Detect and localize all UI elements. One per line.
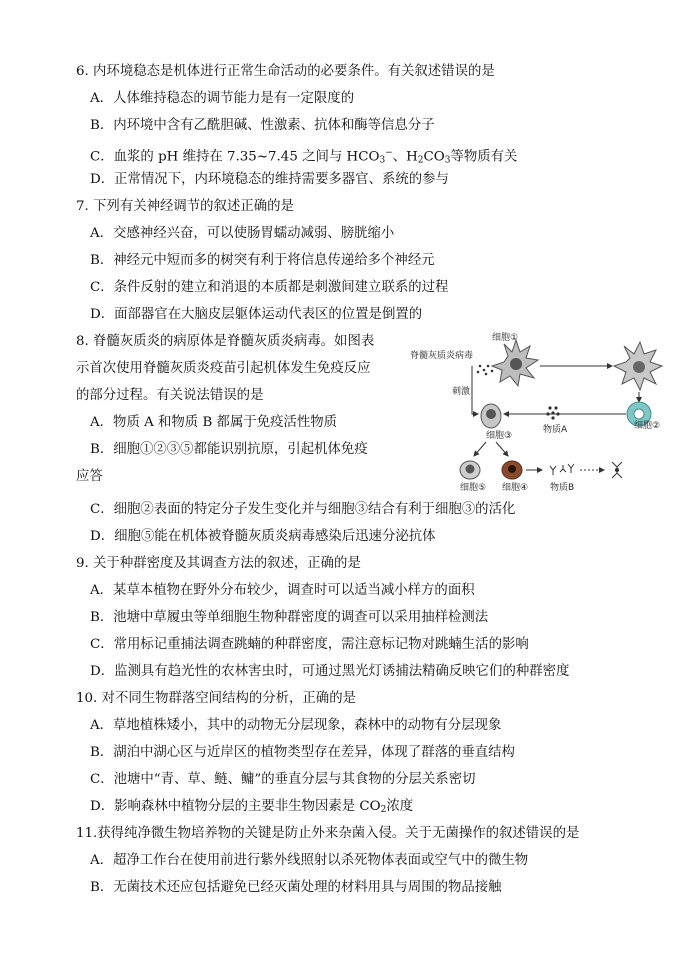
q8-stem-line1: 8. 脊髓灰质炎的病原体是脊髓灰质炎病毒。如图表 xyxy=(76,334,375,349)
immune-response-figure xyxy=(408,326,678,498)
q9-option-a: A．某草本植物在野外分布较少，调查时可以适当减小样方的面积 xyxy=(90,583,475,598)
q7-option-c: C．条件反射的建立和消退的本质都是刺激间建立联系的过程 xyxy=(90,280,449,295)
q9-stem: 9. 关于种群密度及其调查方法的叙述，正确的是 xyxy=(76,556,361,571)
q6-c-text3: CO xyxy=(423,149,445,165)
arrow-cell3-to-cell4 xyxy=(496,442,508,456)
q10-d-text1: D．影响森林中植物分层的主要非生物因素是 CO xyxy=(90,799,381,814)
arrow-cell3-to-cell5 xyxy=(474,442,486,456)
q10-d-sub: 2 xyxy=(380,805,387,815)
substance-b-antibody-icon xyxy=(550,464,574,475)
q6-c-text2: 、H xyxy=(392,149,418,165)
q8-stem-line3: 的部分过程。有关说法错误的是 xyxy=(76,388,264,403)
q6-stem: 6. 内环境稳态是机体进行正常生命活动的必要条件。有关叙述错误的是 xyxy=(76,64,495,79)
substance-a-label: 物质A xyxy=(543,425,568,435)
q11-option-b: B．无菌技术还应包括避免已经灭菌处理的材料用具与周围的物品接触 xyxy=(90,880,502,895)
antigen-antibody-complex-icon xyxy=(612,462,622,478)
q7-option-b: B．神经元中短而多的树突有利于将信息传递给多个神经元 xyxy=(90,253,435,268)
q10-option-c: C．池塘中“青、草、鲢、鳙”的垂直分层与其食物的分层关系密切 xyxy=(90,772,476,787)
q11-option-a: A．超净工作台在使用前进行紫外线照射以杀死物体表面或空气中的微生物 xyxy=(90,853,529,868)
cell4-label: 细胞④ xyxy=(502,483,529,493)
cell4-icon xyxy=(502,461,522,479)
q8-option-c: C．细胞②表面的特定分子发生变化并与细胞③结合有利于细胞③的活化 xyxy=(90,502,516,517)
arrow-stimulus xyxy=(472,366,478,414)
q10-option-a: A．草地植株矮小，其中的动物无分层现象，森林中的动物有分层现象 xyxy=(90,718,502,733)
q7-stem: 7. 下列有关神经调节的叙述正确的是 xyxy=(76,199,294,214)
q10-stem: 10. 对不同生物群落空间结构的分析，正确的是 xyxy=(76,691,356,706)
q6-c-text4: 等物质有关 xyxy=(450,149,518,165)
cell3-icon xyxy=(481,404,501,428)
substance-b-label: 物质B xyxy=(550,483,575,493)
q6-option-d: D．正常情况下，内环境稳态的维持需要多器官、系统的参与 xyxy=(90,172,449,187)
q10-option-b: B．湖泊中湖心区与近岸区的植物类型存在差异，体现了群落的垂直结构 xyxy=(90,745,515,760)
q6-option-a: A．人体维持稳态的调节能力是有一定限度的 xyxy=(90,91,355,106)
q11-stem: 11.获得纯净微生物培养物的关键是防止外来杂菌入侵。关于无菌操作的叙述错误的是 xyxy=(76,826,580,841)
cell2-upper-icon xyxy=(614,342,662,390)
cell5-label: 细胞⑤ xyxy=(460,483,487,493)
q6-c-sub1: 3 xyxy=(379,155,386,166)
q6-c-text1: C．血浆的 pH 维持在 7.35~7.45 之间与 HCO xyxy=(90,149,380,165)
stimulus-label: 刺激 xyxy=(452,387,471,397)
q8-option-a: A．物质 A 和物质 B 都属于免疫活性物质 xyxy=(90,415,338,430)
q6-c-sup: − xyxy=(385,148,393,158)
q8-option-d: D．细胞⑤能在机体被脊髓灰质炎病毒感染后迅速分泌抗体 xyxy=(90,529,436,544)
q6-c-sub2: 2 xyxy=(417,155,424,166)
q10-d-text2: 浓度 xyxy=(386,799,414,814)
q9-option-c: C．常用标记重捕法调查跳蝻的种群密度，需注意标记物对跳蝻生活的影响 xyxy=(90,637,529,652)
q8-option-b-line1: B．细胞①②③⑤都能识别抗原，引起机体免疫 xyxy=(90,442,368,457)
q6-option-b: B．内环境中含有乙酰胆碱、性激素、抗体和酶等信息分子 xyxy=(90,118,435,133)
q6-c-sub3: 3 xyxy=(444,155,451,166)
q6-option-c xyxy=(90,143,517,170)
cell1-label: 细胞① xyxy=(492,333,519,343)
q9-option-d: D．监测具有趋光性的农林害虫时，可通过黑光灯诱捕法精确反映它们的种群密度 xyxy=(90,664,570,679)
q10-option-d xyxy=(90,797,413,820)
virus-label: 脊髓灰质炎病毒 xyxy=(410,351,474,361)
cell1-dendritic-icon xyxy=(492,340,538,386)
cell3-label: 细胞③ xyxy=(486,431,513,441)
cell2-label: 细胞② xyxy=(634,421,661,431)
substance-a-icon xyxy=(546,406,559,419)
q9-option-b: B．池塘中草履虫等单细胞生物种群密度的调查可以采用抽样检测法 xyxy=(90,610,489,625)
q8-option-b-line2: 应答 xyxy=(76,469,103,484)
q7-option-d: D．面部器官在大脑皮层躯体运动代表区的位置是倒置的 xyxy=(90,307,423,322)
virus-particles-icon xyxy=(477,365,494,376)
cell5-icon xyxy=(460,461,480,479)
q7-option-a: A．交感神经兴奋，可以使肠胃蠕动减弱、膀胱缩小 xyxy=(90,226,395,241)
q8-stem-line2: 示首次使用脊髓灰质炎疫苗引起机体发生免疫反应 xyxy=(76,361,371,376)
